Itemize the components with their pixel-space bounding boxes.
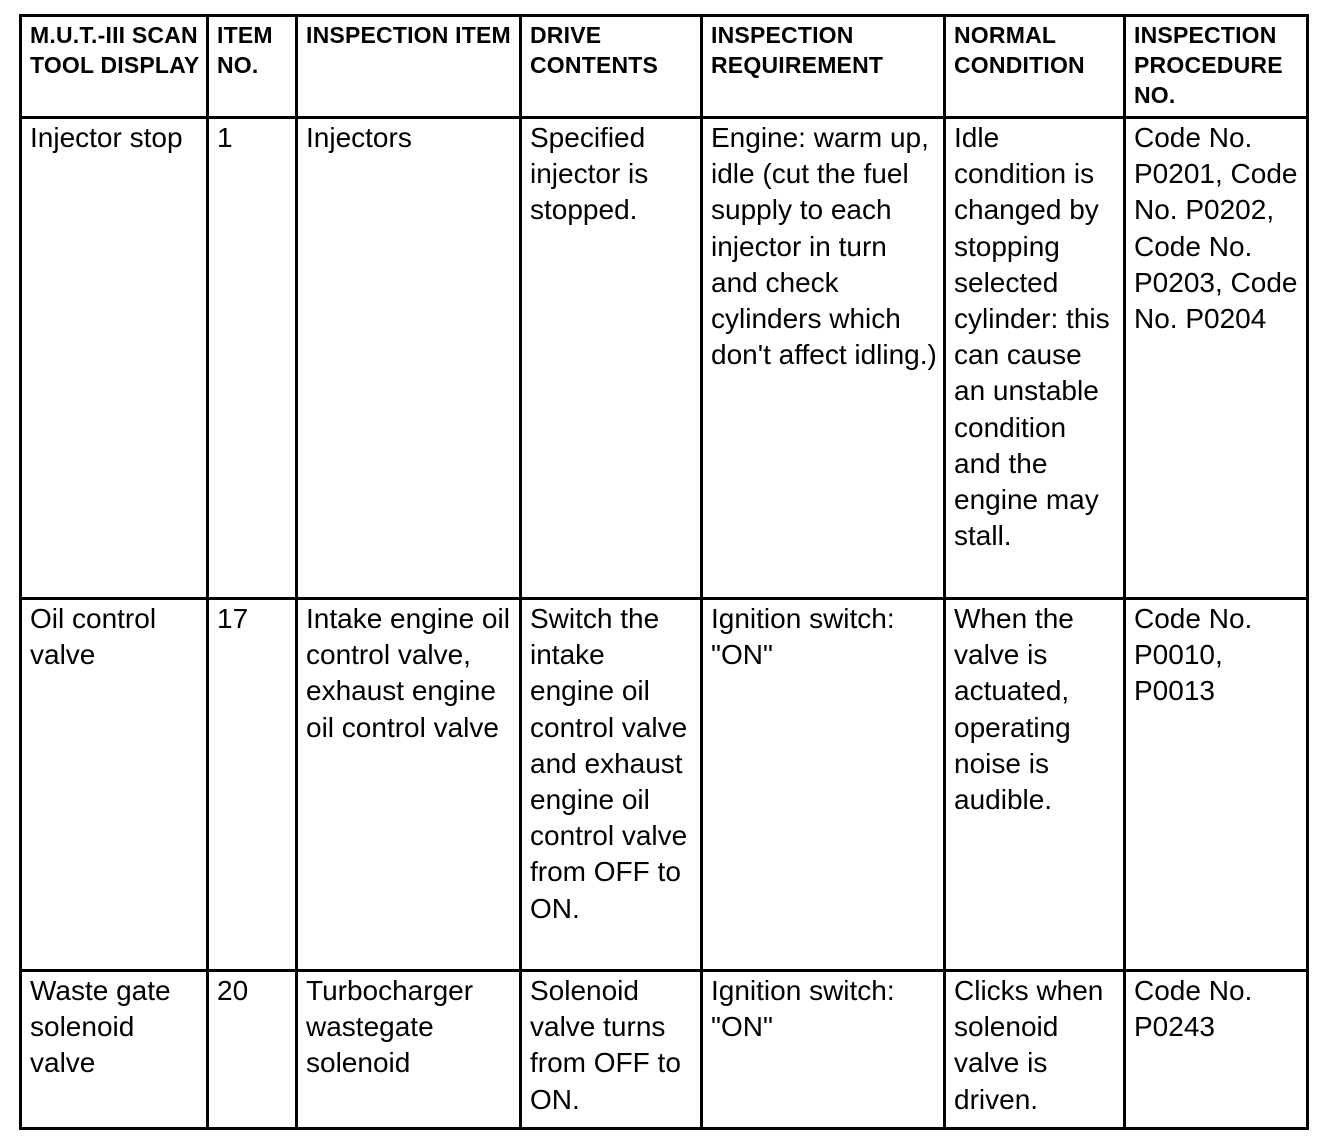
cell-drive-contents: Switch the intake engine oil control valve and exhaust engine oil control valve from OFF to ON. — [521, 599, 702, 971]
cell-inspection-requirement: Ignition switch: "ON" — [702, 971, 945, 1129]
inspection-table — [19, 14, 1309, 1130]
cell-scan-tool-display: Waste gate solenoid valve — [21, 971, 208, 1129]
table-row — [21, 599, 1308, 971]
cell-normal-condition: When the valve is actuated, operating noise is audible. — [945, 599, 1125, 971]
cell-item-no: 1 — [208, 118, 297, 599]
header-inspection-item: INSPECTION ITEM — [297, 16, 521, 118]
header-normal-condition: NORMAL CONDITION — [945, 16, 1125, 118]
cell-inspection-item: Turbocharger wastegate solenoid — [297, 971, 521, 1129]
cell-inspection-item: Injectors — [297, 118, 521, 599]
cell-inspection-procedure-no: Code No. P0243 — [1125, 971, 1308, 1129]
cell-scan-tool-display: Injector stop — [21, 118, 208, 599]
table-row — [21, 118, 1308, 599]
cell-inspection-requirement: Engine: warm up, idle (cut the fuel supply to each injector in turn and check cylinders which don't affect idling.) — [702, 118, 945, 599]
cell-normal-condition: Idle condition is changed by stopping selected cylinder: this can cause an unstable condition and the engine may stall. — [945, 118, 1125, 599]
cell-normal-condition: Clicks when solenoid valve is driven. — [945, 971, 1125, 1129]
header-row — [21, 16, 1308, 118]
cell-inspection-procedure-no: Code No. P0010, P0013 — [1125, 599, 1308, 971]
header-inspection-requirement: INSPECTION REQUIREMENT — [702, 16, 945, 118]
header-item-no: ITEM NO. — [208, 16, 297, 118]
cell-inspection-requirement: Ignition switch: "ON" — [702, 599, 945, 971]
cell-scan-tool-display: Oil control valve — [21, 599, 208, 971]
cell-item-no: 20 — [208, 971, 297, 1129]
header-scan-tool-display: M.U.T.-III SCAN TOOL DISPLAY — [21, 16, 208, 118]
cell-inspection-item: Intake engine oil control valve, exhaust engine oil control valve — [297, 599, 521, 971]
cell-item-no: 17 — [208, 599, 297, 971]
table-row — [21, 971, 1308, 1129]
header-inspection-procedure-no: INSPECTION PROCEDURE NO. — [1125, 16, 1308, 118]
cell-drive-contents: Specified injector is stopped. — [521, 118, 702, 599]
cell-inspection-procedure-no: Code No. P0201, Code No. P0202, Code No. P0203, Code No. P0204 — [1125, 118, 1308, 599]
cell-drive-contents: Solenoid valve turns from OFF to ON. — [521, 971, 702, 1129]
header-drive-contents: DRIVE CONTENTS — [521, 16, 702, 118]
